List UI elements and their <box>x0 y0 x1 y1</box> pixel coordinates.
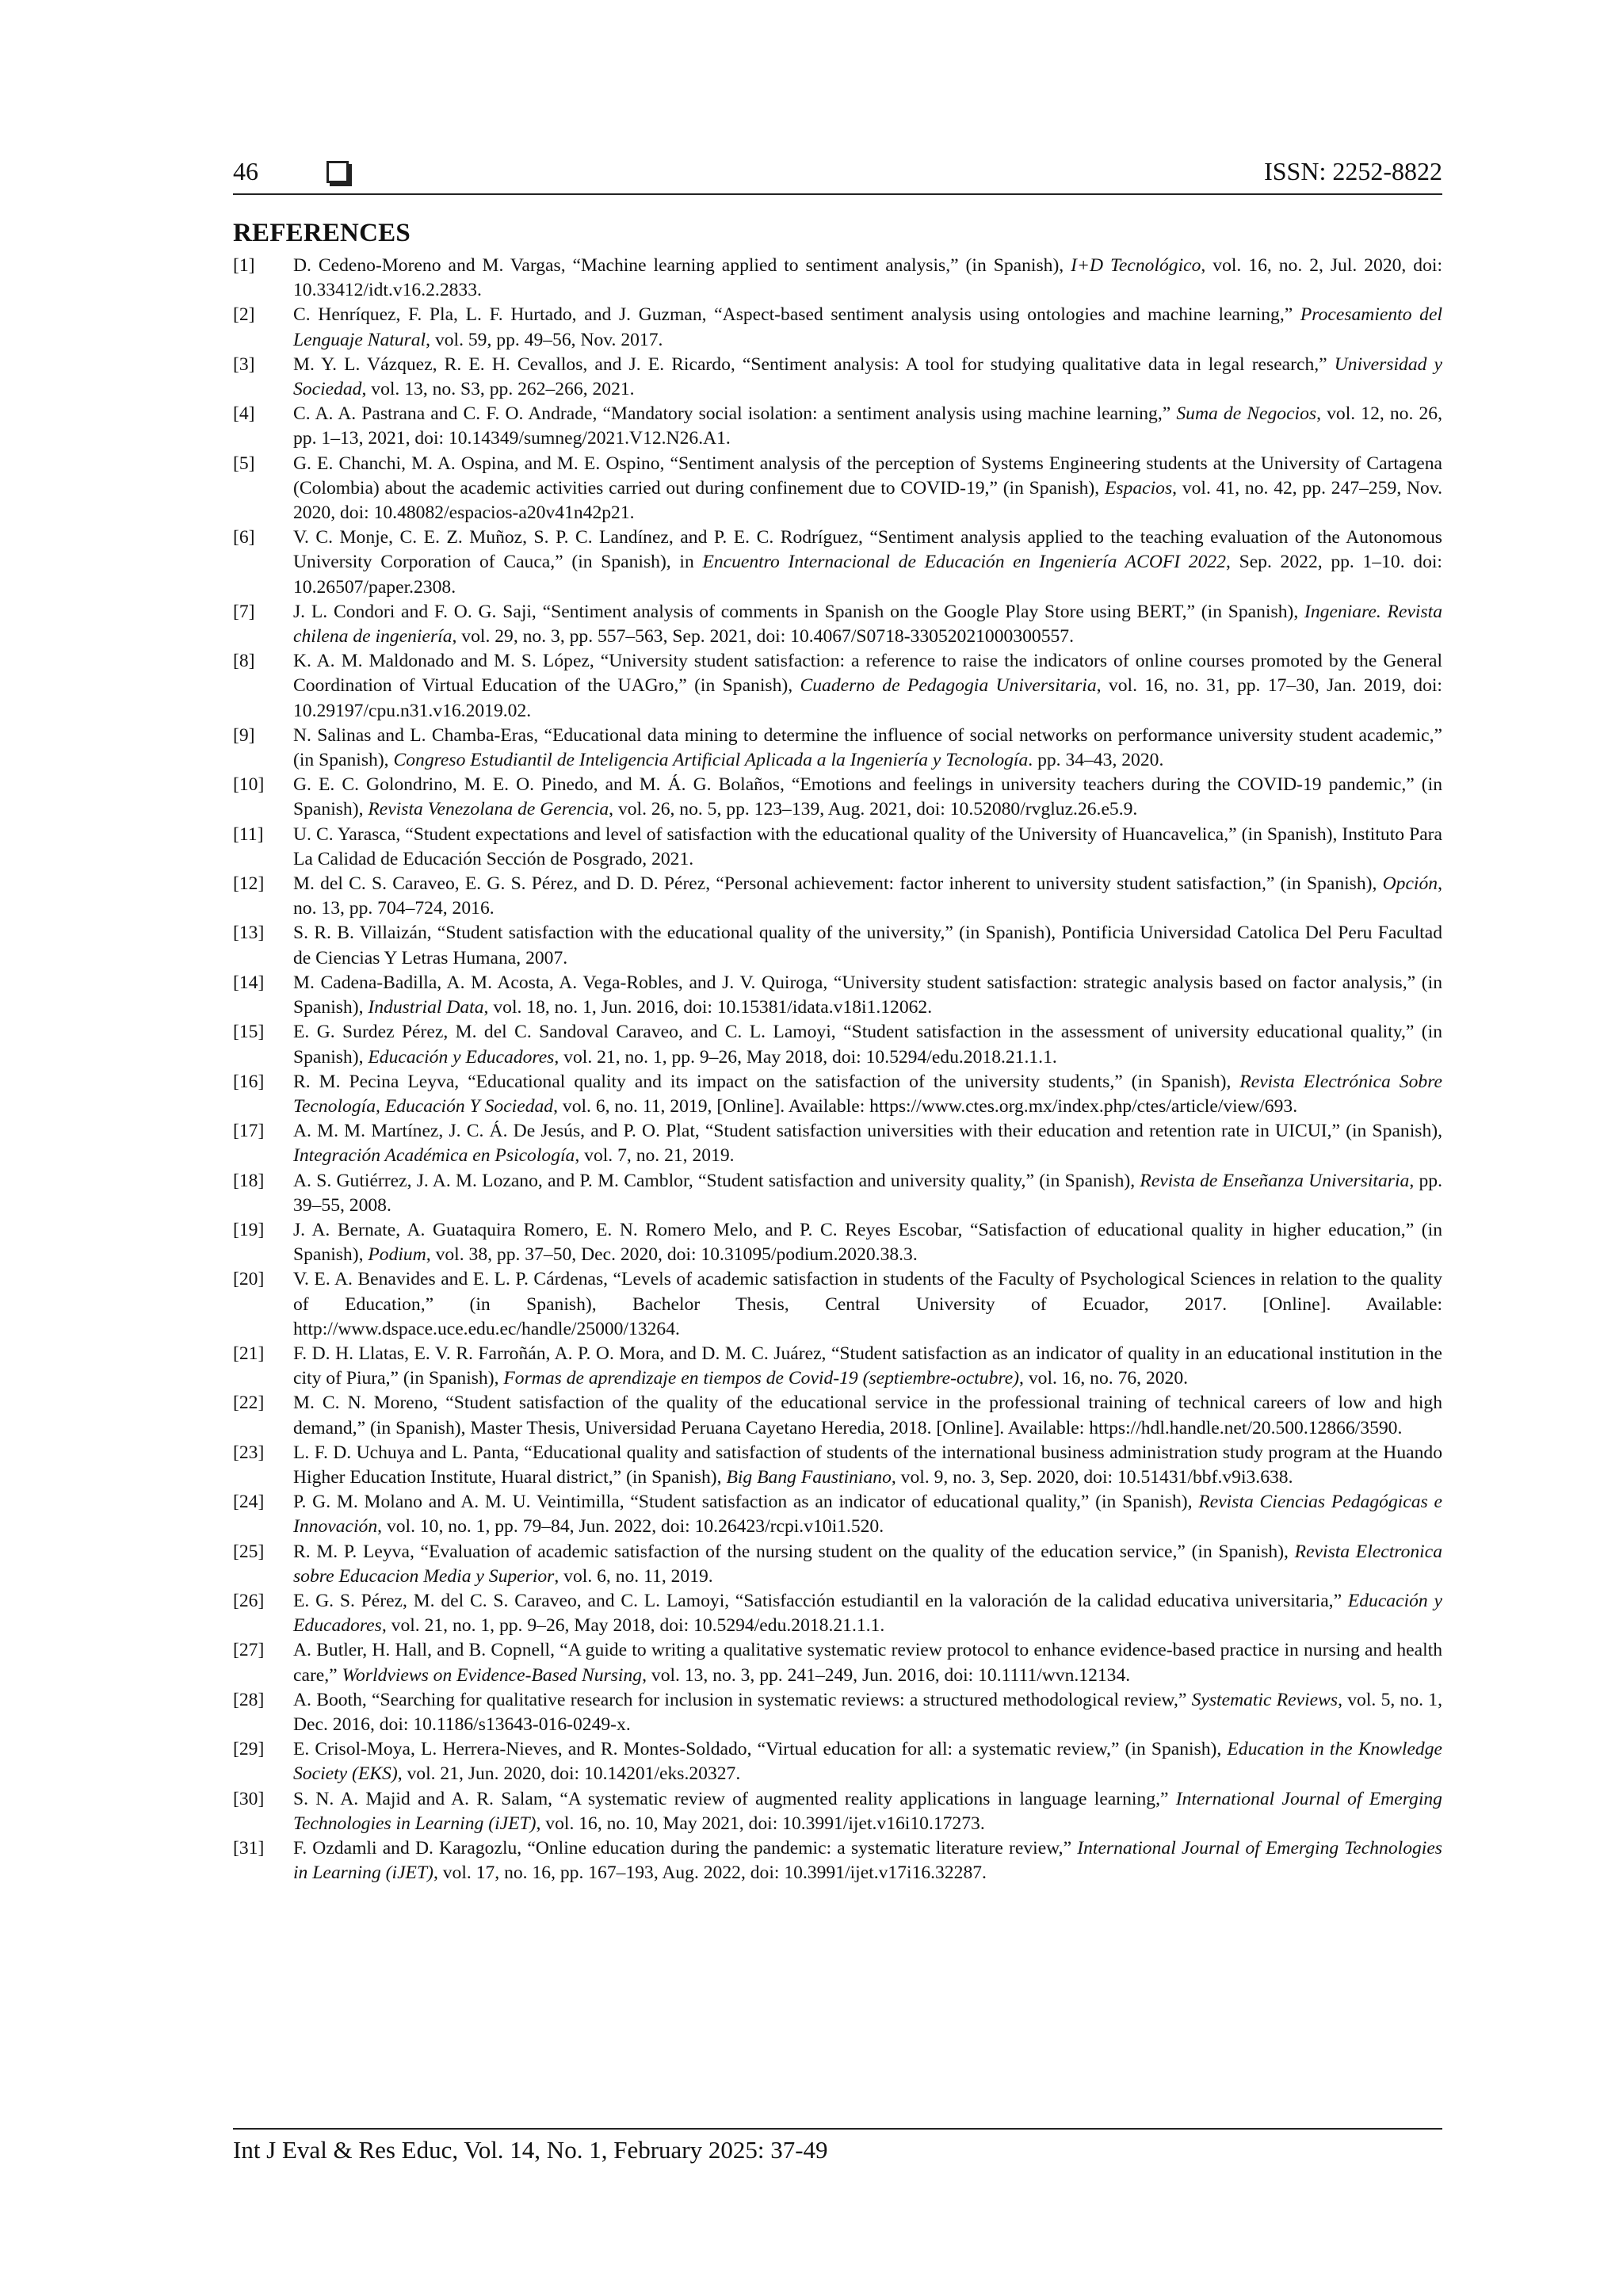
reference-number: [14] <box>233 972 265 993</box>
reference-item <box>233 1342 1442 1391</box>
reference-number: [3] <box>233 353 255 375</box>
reference-number: [18] <box>233 1170 265 1191</box>
reference-text: S. N. A. Majid and A. R. Salam, “A systematic review of augmented reality applications in language learning,” International Journal of Emerging Technologies in Learning (iJET), vol. 16, no. 10, May 2021, doi: 10.3991/ijet.v16i10.17273. <box>293 1788 1442 1834</box>
reference-text: A. Booth, “Searching for qualitative research for inclusion in systematic reviews: a structured methodological review,” Systematic Reviews, vol. 5, no. 1, Dec. 2016, doi: 10.1186/s13643-016-0249-x. <box>293 1689 1442 1735</box>
journal-citation: Int J Eval & Res Educ, Vol. 14, No. 1, February 2025: 37-49 <box>233 2136 828 2164</box>
reference-number: [27] <box>233 1640 265 1661</box>
reference-text: F. D. H. Llatas, E. V. R. Farroñán, A. P. O. Mora, and D. M. C. Juárez, “Student satisfaction as an indicator of quality in an educational institution in the city of Piura,” (in Spanish), Formas de aprendizaje en tiempos de Covid-19 (septiembre-octubre), vol. 16, no. 76, 2020. <box>293 1343 1442 1389</box>
reference-number: [31] <box>233 1838 265 1859</box>
reference-number: [16] <box>233 1071 265 1092</box>
reference-text: P. G. M. Molano and A. M. U. Veintimilla, “Student satisfaction as an indicator of educational quality,” (in Spanish), Revista Ciencias Pedagógicas e Innovación, vol. 10, no. 1, pp. 79–84, Jun. 2022, doi: 10.26423/rcpi.v10i1.520. <box>293 1492 1442 1538</box>
reference-number: [5] <box>233 453 255 474</box>
reference-item <box>233 971 1442 1020</box>
reference-number: [26] <box>233 1590 265 1611</box>
reference-number: [23] <box>233 1442 265 1463</box>
reference-number: [7] <box>233 601 255 622</box>
reference-number: [22] <box>233 1392 265 1414</box>
reference-item <box>233 525 1442 600</box>
reference-text: R. M. Pecina Leyva, “Educational quality and its impact on the satisfaction of the university students,” (in Spanish), Revista Electrónica Sobre Tecnología, Educación Y Sociedad, vol. 6, no. 11, 2019, [Online]. Available: https://www.ctes.org.mx/index.php/ctes/article/view/693. <box>293 1071 1442 1117</box>
reference-text: S. R. B. Villaizán, “Student satisfaction with the educational quality of the university,” (in Spanish), Pontificia Universidad Catolica Del Peru Facultad de Ciencias Y Letras Humana, 2007. <box>293 923 1442 968</box>
reference-number: [11] <box>233 823 264 845</box>
reference-item <box>233 1688 1442 1737</box>
reference-item <box>233 600 1442 649</box>
reference-number: [30] <box>233 1788 265 1809</box>
reference-item <box>233 1737 1442 1786</box>
reference-text: L. F. D. Uchuya and L. Panta, “Educational quality and satisfaction of students of the international business administration study program at the Huando Higher Education Institute, Huaral district,” (in Spanish), Big Bang Faustiniano, vol. 9, no. 3, Sep. 2020, doi: 10.51431/bbf.v9i3.638. <box>293 1442 1442 1488</box>
reference-text: M. Y. L. Vázquez, R. E. H. Cevallos, and J. E. Ricardo, “Sentiment analysis: A tool for studying qualitative data in legal research,” Universidad y Sociedad, vol. 13, no. S3, pp. 262–266, 2021. <box>293 353 1442 400</box>
reference-item <box>233 649 1442 724</box>
reference-item <box>233 1267 1442 1342</box>
reference-text: G. E. Chanchi, M. A. Ospina, and M. E. Ospino, “Sentiment analysis of the perception of Systems Engineering students at the University of Cartagena (Colombia) about the academic activities carried out during confinement due to COVID-19,” (in Spanish), Espacios, vol. 41, no. 42, pp. 247–259, Nov. 2020, doi: 10.48082/espacios-a20v41n42p21. <box>293 453 1442 524</box>
reference-text: A. S. Gutiérrez, J. A. M. Lozano, and P. M. Camblor, “Student satisfaction and university quality,” (in Spanish), Revista de Enseñanza Universitaria, pp. 39–55, 2008. <box>293 1170 1442 1216</box>
reference-text: R. M. P. Leyva, “Evaluation of academic satisfaction of the nursing student on the quality of the education service,” (in Spanish), Revista Electronica sobre Educacion Media y Superior, vol. 6, no. 11, 2019. <box>293 1541 1442 1587</box>
reference-number: [9] <box>233 724 255 746</box>
reference-text: G. E. C. Golondrino, M. E. O. Pinedo, and M. Á. G. Bolaños, “Emotions and feelings in university teachers during the COVID-19 pandemic,” (in Spanish), Revista Venezolana de Gerencia, vol. 26, no. 5, pp. 123–139, Aug. 2021, doi: 10.52080/rvgluz.26.e5.9. <box>293 774 1442 820</box>
reference-text: K. A. M. Maldonado and M. S. López, “University student satisfaction: a reference to raise the indicators of online courses promoted by the General Coordination of Virtual Education of the UAGro,” (in Spanish), Cuaderno de Pedagogia Universitaria, vol. 16, no. 31, pp. 17–30, Jan. 2019, doi: 10.29197/cpu.n31.v16.2019.02. <box>293 651 1442 721</box>
reference-item <box>233 1490 1442 1539</box>
reference-text: J. A. Bernate, A. Guataquira Romero, E. N. Romero Melo, and P. C. Reyes Escobar, “Satisfaction of educational quality in higher education,” (in Spanish), Podium, vol. 38, pp. 37–50, Dec. 2020, doi: 10.31095/podium.2020.38.3. <box>293 1219 1442 1266</box>
reference-item <box>233 1638 1442 1687</box>
reference-item <box>233 1540 1442 1589</box>
reference-text: M. Cadena-Badilla, A. M. Acosta, A. Vega-Robles, and J. V. Quiroga, “University student satisfaction: strategic analysis based on factor analysis,” (in Spanish), Industrial Data, vol. 18, no. 1, Jun. 2016, doi: 10.15381/idata.v18i1.12062. <box>293 972 1442 1018</box>
reference-text: V. E. A. Benavides and E. L. P. Cárdenas, “Levels of academic satisfaction in students of the Faculty of Psychological Sciences in relation to the quality of Education,” (in Spanish), Bachelor Thesis, Central University of Ecuador, 2017. [Online]. Available: http://www.dspace.uce.edu.ec/handle/25000/13264. <box>293 1269 1442 1339</box>
reference-number: [2] <box>233 304 255 326</box>
reference-text: E. Crisol-Moya, L. Herrera-Nieves, and R. Montes-Soldado, “Virtual education for all: a systematic review,” (in Spanish), Education in the Knowledge Society (EKS), vol. 21, Jun. 2020, doi: 10.14201/eks.20327. <box>293 1739 1442 1785</box>
reference-item <box>233 872 1442 921</box>
reference-text: V. C. Monje, C. E. Z. Muñoz, S. P. C. Landínez, and P. E. C. Rodríguez, “Sentiment analysis applied to the teaching evaluation of the Autonomous University Corporation of Cauca,” (in Spanish), in Encuentro Internacional de Educación en Ingeniería ACOFI 2022, Sep. 2022, pp. 1–10. doi: 10.26507/paper.2308. <box>293 527 1442 598</box>
reference-item <box>233 921 1442 970</box>
reference-number: [25] <box>233 1541 265 1562</box>
reference-item <box>233 452 1442 526</box>
page-header <box>233 155 1442 195</box>
reference-number: [19] <box>233 1219 265 1240</box>
reference-text: F. Ozdamli and D. Karagozlu, “Online education during the pandemic: a systematic literature review,” International Journal of Emerging Technologies in Learning (iJET), vol. 17, no. 16, pp. 167–193, Aug. 2022, doi: 10.3991/ijet.v17i16.32287. <box>293 1838 1442 1884</box>
reference-text: U. C. Yarasca, “Student expectations and level of satisfaction with the educational quality of the University of Huancavelica,” (in Spanish), Instituto Para La Calidad de Educación Sección de Posgrado, 2021. <box>293 823 1442 869</box>
reference-text: A. Butler, H. Hall, and B. Copnell, “A guide to writing a qualitative systematic review protocol to enhance evidence-based practice in nursing and health care,” Worldviews on Evidence-Based Nursing, vol. 13, no. 3, pp. 241–249, Jun. 2016, doi: 10.1111/wvn.12134. <box>293 1640 1442 1686</box>
reference-number: [20] <box>233 1269 265 1290</box>
reference-number: [24] <box>233 1492 265 1513</box>
reference-text: E. G. S. Pérez, M. del C. S. Caraveo, and C. L. Lamoyi, “Satisfacción estudiantil en la valoración de la calidad educativa universitaria,” Educación y Educadores, vol. 21, no. 1, pp. 9–26, May 2018, doi: 10.5294/edu.2018.21.1.1. <box>293 1590 1442 1637</box>
reference-item <box>233 1020 1442 1069</box>
reference-number: [4] <box>233 403 255 425</box>
reference-text: D. Cedeno-Moreno and M. Vargas, “Machine learning applied to sentiment analysis,” (in Spanish), I+D Tecnológico, vol. 16, no. 2, Jul. 2020, doi: 10.33412/idt.v16.2.2833. <box>293 255 1442 301</box>
reference-text: A. M. M. Martínez, J. C. Á. De Jesús, and P. O. Plat, “Student satisfaction universities with their education and retention rate in UICUI,” (in Spanish), Integración Académica en Psicología, vol. 7, no. 21, 2019. <box>293 1121 1442 1167</box>
reference-item <box>233 353 1442 402</box>
reference-number: [1] <box>233 255 255 276</box>
reference-item <box>233 1218 1442 1267</box>
reference-item <box>233 254 1442 303</box>
reference-number: [15] <box>233 1022 265 1043</box>
reference-number: [6] <box>233 527 255 548</box>
page-number: 46 <box>233 157 258 185</box>
reference-text: J. L. Condori and F. O. G. Saji, “Sentiment analysis of comments in Spanish on the Google Play Store using BERT,” (in Spanish), Ingeniare. Revista chilena de ingeniería, vol. 29, no. 3, pp. 557–563, Sep. 2021, doi: 10.4067/S0718-33052021000300557. <box>293 601 1442 648</box>
reference-item <box>233 1391 1442 1440</box>
reference-item <box>233 1070 1442 1119</box>
reference-number: [12] <box>233 873 265 895</box>
reference-list <box>233 254 1442 1885</box>
reference-text: E. G. Surdez Pérez, M. del C. Sandoval Caraveo, and C. L. Lamoyi, “Student satisfaction in the assessment of university educational quality,” (in Spanish), Educación y Educadores, vol. 21, no. 1, pp. 9–26, May 2018, doi: 10.5294/edu.2018.21.1.1. <box>293 1022 1442 1068</box>
reference-number: [10] <box>233 774 265 796</box>
reference-number: [17] <box>233 1121 265 1142</box>
square-bullet-icon <box>327 161 349 183</box>
reference-text: C. A. A. Pastrana and C. F. O. Andrade, “Mandatory social isolation: a sentiment analysis using machine learning,” Suma de Negocios, vol. 12, no. 26, pp. 1–13, 2021, doi: 10.14349/sumneg/2021.V12.N26.A1. <box>293 403 1442 449</box>
reference-number: [28] <box>233 1689 265 1710</box>
reference-item <box>233 773 1442 822</box>
reference-item <box>233 823 1442 872</box>
reference-text: C. Henríquez, F. Pla, L. F. Hurtado, and J. Guzman, “Aspect-based sentiment analysis using ontologies and machine learning,” Procesamiento del Lenguaje Natural, vol. 59, pp. 49–56, Nov. 2017. <box>293 304 1442 350</box>
section-title: REFERENCES <box>233 219 411 247</box>
reference-item <box>233 1589 1442 1638</box>
reference-text: M. C. N. Moreno, “Student satisfaction of the quality of the educational service in the professional training of technical careers of low and high demand,” (in Spanish), Master Thesis, Universidad Peruana Cayetano Heredia, 2018. [Online]. Available: https://hdl.handle.net/20.500.12866/3590. <box>293 1392 1442 1438</box>
reference-number: [8] <box>233 651 255 672</box>
reference-item <box>233 402 1442 451</box>
reference-item <box>233 724 1442 773</box>
issn-label: ISSN: 2252-8822 <box>1264 157 1442 185</box>
reference-text: N. Salinas and L. Chamba-Eras, “Educational data mining to determine the influence of social networks on performance university student academic,” (in Spanish), Congreso Estudiantil de Inteligencia Artificial Aplicada a la Ingeniería y Tecnología. pp. 34–43, 2020. <box>293 724 1442 771</box>
reference-text: M. del C. S. Caraveo, E. G. S. Pérez, and D. D. Pérez, “Personal achievement: factor inherent to university student satisfaction,” (in Spanish), Opción, no. 13, pp. 704–724, 2016. <box>293 873 1442 919</box>
reference-number: [21] <box>233 1343 265 1364</box>
reference-item <box>233 1787 1442 1836</box>
reference-item <box>233 1169 1442 1218</box>
reference-item <box>233 1836 1442 1885</box>
reference-number: [29] <box>233 1739 265 1760</box>
page-footer <box>233 2128 1442 2166</box>
reference-number: [13] <box>233 923 265 944</box>
reference-item <box>233 1119 1442 1168</box>
reference-item <box>233 303 1442 352</box>
reference-item <box>233 1441 1442 1490</box>
